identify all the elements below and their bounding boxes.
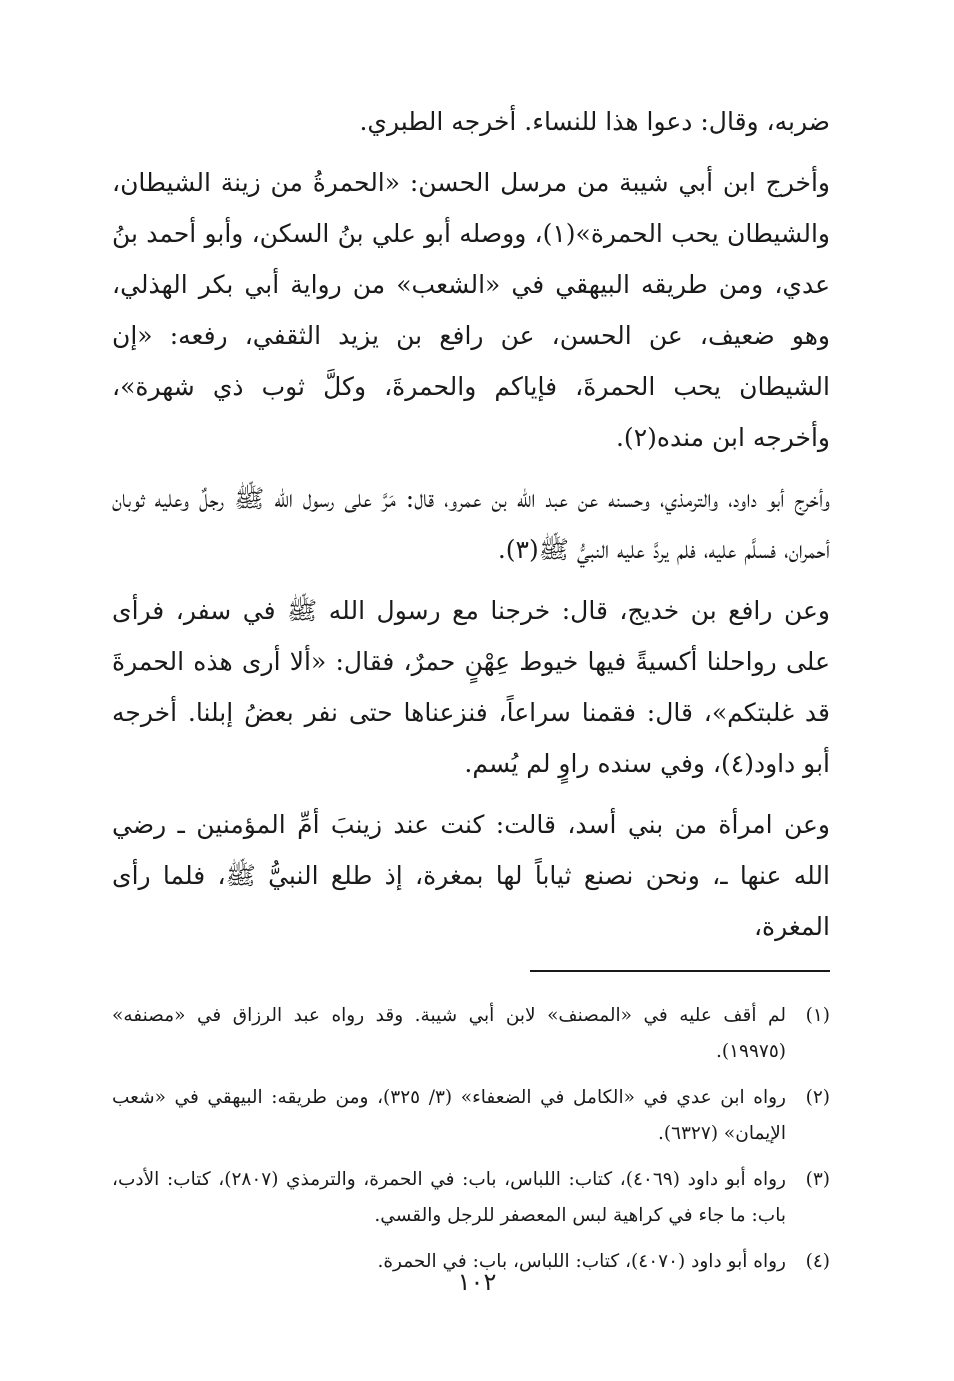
paragraph-1: ضربه، وقال: دعوا هذا للنساء. أخرجه الطبري.: [359, 107, 830, 136]
footnote-number: (١): [805, 1005, 830, 1026]
footnote-number: (٢): [805, 1087, 830, 1108]
footnote-3: [112, 1162, 830, 1234]
footnote-text: رواه أبو داود (٤٠٦٩)، كتاب: اللباس، باب: في الحمرة، والترمذي (٢٨٠٧)، كتاب: الأدب، باب: ما جاء في كراهية لبس المعصفر للرجل والقسي.: [112, 1169, 786, 1226]
paragraph-2: وأخرج ابن أبي شيبة من مرسل الحسن: «الحمرةُ من زينة الشيطان، والشيطان يحب الحمرة»(١)، ووصله أبو علي بنُ السكن، وأبو أحمد بنُ عدي، ومن طريقه البيهقي في «الشعب» من رواية أبي بكر الهذلي، وهو ضعيف، عن الحسن، عن رافع بن يزيد الثقفي، رفعه: «إن الشيطان يحب الحمرةَ، فإياكم والحمرةَ، وكلَّ ثوب ذي شهرة»، وأخرجه ابن منده(٢).: [112, 168, 830, 452]
footnote-text: لم أقف عليه في «المصنف» لابن أبي شيبة. وقد رواه عبد الرزاق في «مصنفه» (١٩٩٧٥).: [112, 1005, 786, 1062]
footnotes: [112, 998, 830, 1280]
footnote-number: (٤): [805, 1251, 830, 1272]
footnote-number: (٣): [805, 1169, 830, 1190]
page-number: ١٠٢: [457, 1268, 497, 1296]
paragraph-3: وأخرج أبو داود، والترمذي، وحسنه عن عبد الله بن عمرو، قال: مَرَّ على رسول الله ﷺ رجلٌ وعليه ثوبان أحمران، فسلَّم عليه، فلم يردَّ عليه النبيُّ ﷺ(٣).: [112, 484, 830, 564]
paragraph-5: وعن امرأة من بني أسد، قالت: كنت عند زينبَ أمِّ المؤمنين ـ رضي الله عنها ـ، ونحن نصنع ثياباً لها بمغرة، إذ طلع النبيُّ ﷺ، فلما رأى المغرة،: [112, 810, 830, 941]
footnote-2: [112, 1080, 830, 1152]
footnote-divider: [530, 970, 830, 972]
footnote-text: رواه أبو داود (٤٠٧٠)، كتاب: اللباس، باب: في الحمرة.: [377, 1251, 786, 1272]
footnote-1: [112, 998, 830, 1070]
footnote-text: رواه ابن عدي في «الكامل في الضعفاء» (٣/ ٣٢٥)، ومن طريقه: البيهقي في «شعب الإيمان» (٦٣٢٧).: [112, 1087, 786, 1144]
main-text: [112, 96, 830, 952]
paragraph-4: وعن رافع بن خديج، قال: خرجنا مع رسول الله ﷺ في سفر، فرأى على رواحلنا أكسيةً فيها خيوط عِهْنٍ حمرٌ، فقال: «ألا أرى هذه الحمرةَ قد غلبتكم»، قال: فقمنا سراعاً، فنزعناها حتى نفر بعضُ إبلنا. أخرجه أبو داود(٤)، وفي سنده راوٍ لم يُسم.: [112, 596, 830, 778]
